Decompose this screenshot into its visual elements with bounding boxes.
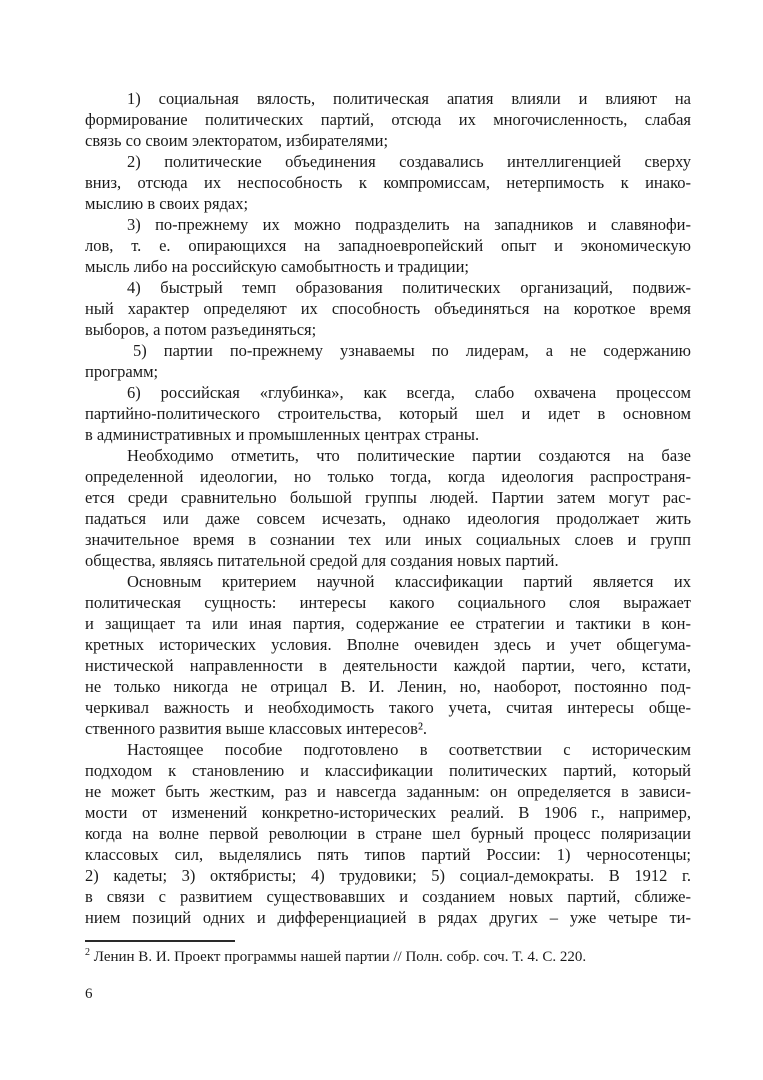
text-line: Основным критерием научной классификации партий является их [127,572,691,591]
text-line: Необходимо отметить, что политические партии создаются на базе [127,446,691,465]
footnote-text [85,947,691,967]
text-line: кретных исторических условия. Вполне очевиден здесь и учет общегума- [85,635,691,654]
text-line: в связи с развитием существовавших и созданием новых партий, сближе- [85,887,691,906]
footnote [85,940,691,967]
text-line: мыслию в своих рядах; [85,194,249,213]
paragraph-classification-criterion [85,571,691,739]
paragraph-list-item-2 [85,151,691,214]
text-line: выборов, а потом разъединяться; [85,320,317,339]
text-line: ется среди сравнительно большой группы людей. Партии затем могут рас- [85,488,691,507]
text-line: связь со своим электоратом, избирателями; [85,131,389,150]
text-line: когда на волне первой революции в стране шел бурный процесс поляризации [85,824,691,843]
text-line: 5) партии по-прежнему узнаваемы по лидерам, а не содержанию [133,341,691,360]
text-line: ственного развития выше классовых интересов². [85,719,428,738]
text-line: вниз, отсюда их неспособность к компромиссам, нетерпимость к инако- [85,173,691,192]
footnote-separator [85,940,235,942]
page-number: 6 [85,986,93,1002]
footnote-marker: 2 [85,947,90,958]
text-line: ный характер определяют их способность объединяться на короткое время [85,299,691,318]
text-line: программ; [85,362,159,381]
text-line: нием позиций одних и дифференциацией в рядах других – уже четыре ти- [85,908,691,927]
text-line: 2) политические объединения создавались интеллигенцией сверху [127,152,691,171]
footnote-citation: Ленин В. И. Проект программы нашей партии // Полн. собр. соч. Т. 4. С. 220. [90,949,587,965]
text-line: не может быть жестким, раз и навсегда заданным: он определяется в зависи- [85,782,691,801]
text-line: черкивал важность и необходимость такого учета, считая интересы обще- [85,698,691,717]
paragraph-ideology [85,445,691,571]
text-line: мости от изменений конкретно-исторических реалий. В 1906 г., например, [85,803,691,822]
text-line: нистической направленности в деятельности каждой партии, чего, кстати, [85,656,691,675]
text-line: партийно-политического строительства, который шел и идет в основном [85,404,691,423]
text-line: классовых сил, выделялись пять типов партий России: 1) черносотенцы; [85,845,691,864]
paragraph-list-item-6 [85,382,691,445]
text-line: Настоящее пособие подготовлено в соответствии с историческим [127,740,691,759]
text-line: 2) кадеты; 3) октябристы; 4) трудовики; 5) социал-демократы. В 1912 г. [85,866,691,885]
text-line: 4) быстрый темп образования политических организаций, подвиж- [127,278,691,297]
paragraph-historical-approach [85,739,691,928]
text-line: и защищает та или иная партия, содержание ее стратегии и тактики в кон- [85,614,691,633]
text-line: 1) социальная вялость, политическая апатия влияли и влияют на [127,89,691,108]
text-line: не только никогда не отрицал В. И. Ленин, но, наоборот, постоянно под- [85,677,691,696]
text-line: определенной идеологии, но только тогда, когда идеология распространя- [85,467,691,486]
text-line: лов, т. е. опирающихся на западноевропейский опыт и экономическую [85,236,691,255]
paragraph-list-item-5 [85,340,691,382]
text-line: 3) по-прежнему их можно подразделить на западников и славянофи- [127,215,691,234]
text-line: общества, являясь питательной средой для создания новых партий. [85,551,559,570]
paragraph-list-item-4 [85,277,691,340]
text-line: падаться или даже совсем исчезать, однако идеология продолжает жить [85,509,691,528]
paragraph-list-item-1 [85,88,691,151]
text-line: значительное время в сознании тех или иных социальных слоев и групп [85,530,691,549]
body-text [85,88,691,928]
paragraph-list-item-3 [85,214,691,277]
text-line: в административных и промышленных центрах страны. [85,425,480,444]
text-line: подходом к становлению и классификации политических партий, который [85,761,691,780]
text-line: 6) российская «глубинка», как всегда, слабо охвачена процессом [127,383,691,402]
text-line: мысль либо на российскую самобытность и традиции; [85,257,470,276]
text-line: политическая сущность: интересы какого социального слоя выражает [85,593,691,612]
text-line: формирование политических партий, отсюда их многочисленность, слабая [85,110,691,129]
